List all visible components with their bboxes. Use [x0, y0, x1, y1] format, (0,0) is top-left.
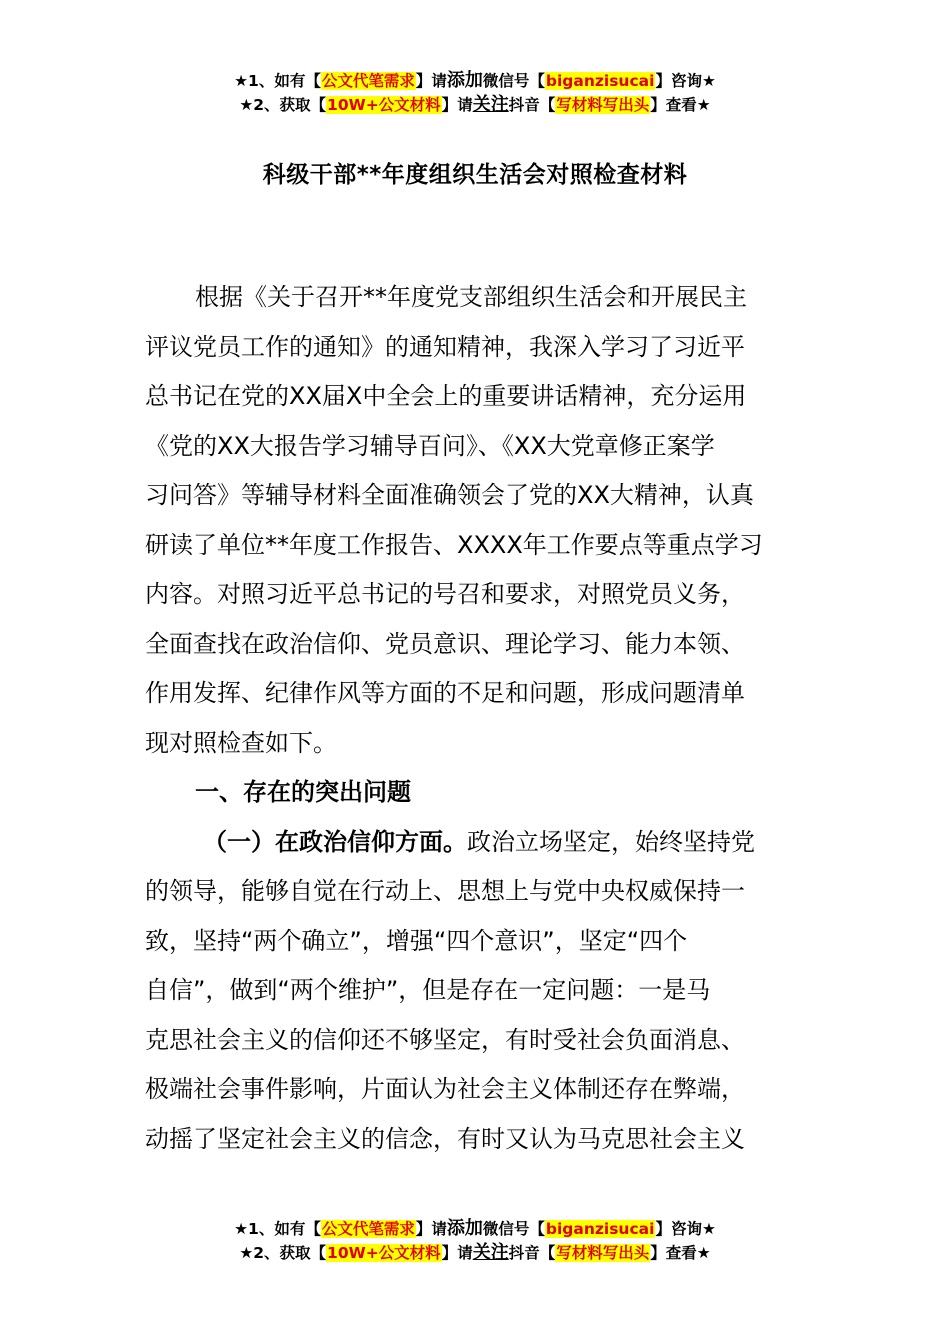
paragraph-line: 总书记在党的XX届X中全会上的重要讲话精神，充分运用: [145, 382, 747, 410]
banner-emphasis: 关注: [472, 1242, 509, 1263]
paragraph-line: 的领导，能够自觉在行动上、思想上与党中央权威保持一: [145, 877, 745, 905]
bottom-banner: [0, 1217, 950, 1265]
paragraph-line: 致，坚持“两个确立”，增强“四个意识”，坚定“四个: [145, 926, 688, 955]
banner-highlight: 写材料写出头: [556, 1244, 650, 1262]
banner-text: 】查看★: [650, 96, 711, 114]
paragraph-line: 克思社会主义的信仰还不够坚定，有时受社会负面消息、: [145, 1025, 745, 1054]
banner-text: 】咨询★: [655, 1220, 716, 1238]
paragraph-line: 根据《关于召开**年度党支部组织生活会和开展民主: [195, 283, 747, 311]
banner-text: ★1、如有【: [234, 72, 321, 90]
banner-highlight: 公文代笔需求: [321, 72, 415, 90]
banner-text: 】请: [441, 1244, 473, 1262]
banner-highlight: biganzisucai: [545, 1220, 655, 1238]
paragraph-line: 《党的XX大报告学习辅导百问》、《XX大党章修正案学: [145, 431, 715, 460]
banner-text: ★2、获取【: [239, 96, 327, 114]
paragraph-line: 全面查找在政治信仰、党员意识、理论学习、能力本领、: [145, 629, 745, 658]
banner-emphasis: 添加: [446, 1218, 483, 1239]
banner-text: 微信号【: [482, 1220, 545, 1238]
paragraph-line: 现对照检查如下。: [145, 728, 337, 757]
banner-text: ★2、获取【: [239, 1244, 327, 1262]
paragraph-line: 自信”，做到“两个维护”，但是存在一定问题：一是马: [145, 976, 711, 1004]
banner-text: 抖音【: [508, 1244, 556, 1262]
paragraph-line: 极端社会事件影响，片面认为社会主义体制还存在弊端，: [145, 1075, 745, 1103]
paragraph-line: 评议党员工作的通知》的通知精神，我深入学习了习近平: [145, 332, 745, 361]
banner-line-1: [0, 1217, 950, 1241]
subsection-first-line: [145, 818, 810, 868]
banner-highlight: 公文代笔需求: [321, 1220, 415, 1238]
section-heading: 一、存在的突出问题: [195, 778, 411, 806]
paragraph-line: 研读了单位**年度工作报告、XXXX年工作要点等重点学习: [145, 530, 763, 559]
banner-emphasis: 关注: [472, 94, 509, 115]
paragraph-line: 内容。对照习近平总书记的号召和要求，对照党员义务，: [145, 580, 745, 608]
paragraph-line: 动摇了坚定社会主义的信念，有时又认为马克思社会主义: [145, 1124, 745, 1153]
banner-line-2: [0, 1241, 950, 1265]
banner-text: 微信号【: [482, 72, 545, 90]
subsection-text: 政治立场坚定，始终坚持党: [467, 827, 755, 856]
banner-text: 】请: [441, 96, 473, 114]
paragraph-line: 习问答》等辅导材料全面准确领会了党的XX大精神，认真: [145, 481, 754, 509]
banner-text: 】请: [415, 1220, 447, 1238]
banner-highlight: biganzisucai: [545, 72, 655, 90]
subsection-heading: （一）在政治信仰方面。: [203, 827, 467, 856]
paragraph-line: 作用发挥、纪律作风等方面的不足和问题，形成问题清单: [145, 679, 745, 707]
banner-text: ★1、如有【: [234, 1220, 321, 1238]
banner-text: 】请: [415, 72, 447, 90]
banner-text: 抖音【: [508, 96, 556, 114]
top-banner: [0, 69, 950, 117]
document-title: 科级干部**年度组织生活会对照检查材料: [262, 162, 688, 188]
banner-highlight: 写材料写出头: [556, 96, 650, 114]
banner-line-1: [0, 69, 950, 93]
banner-text: 】咨询★: [655, 72, 716, 90]
banner-highlight: 10W+公文材料: [327, 1244, 441, 1262]
banner-highlight: 10W+公文材料: [327, 96, 441, 114]
banner-line-2: [0, 93, 950, 117]
banner-emphasis: 添加: [446, 70, 483, 91]
banner-text: 】查看★: [650, 1244, 711, 1262]
document-body: [145, 273, 810, 1164]
